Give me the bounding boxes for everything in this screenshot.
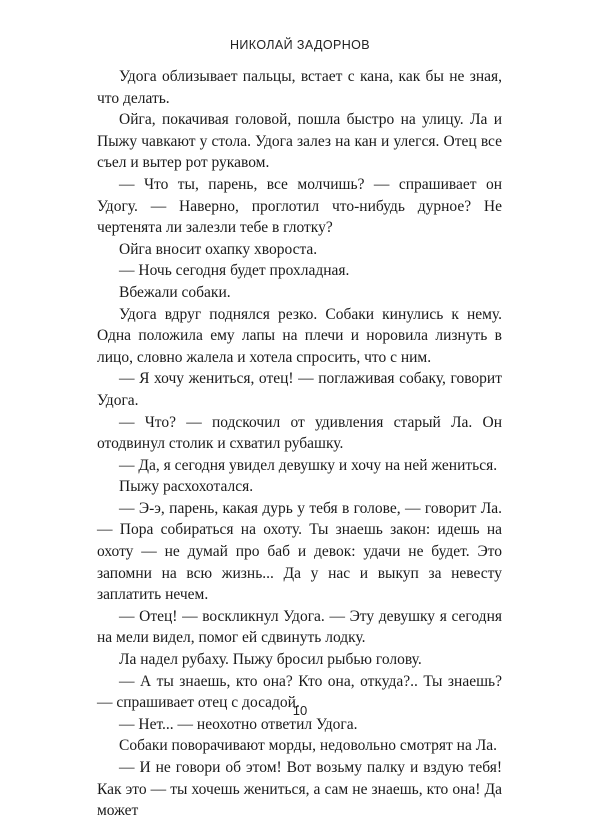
paragraph: Ойга вносит охапку хвороста. bbox=[119, 240, 318, 258]
paragraph: Пыжу расхохотался. bbox=[119, 478, 254, 496]
paragraph: — Я хочу жениться, отец! — поглаживая собаку, говорит Удога. bbox=[97, 370, 502, 409]
paragraph: — Нет... — неохотно ответил Удога. bbox=[119, 715, 358, 733]
paragraph: — А ты знаешь, кто она? Кто она, откуда?.. Ты знаешь? — спрашивает отец с досадой. bbox=[97, 672, 502, 712]
paragraph: — Да, я сегодня увидел девушку и хочу на ней жениться. bbox=[119, 456, 498, 474]
paragraph: Ойга, покачивая головой, пошла быстро на улицу. Ла и Пыжу чавкают у стола. Удога залез на кан и улегся. Отец все съел и вытер рот рукавом. bbox=[97, 111, 502, 172]
paragraph: Собаки поворачивают морды, недовольно смотрят на Ла. bbox=[119, 737, 497, 755]
paragraph: Удога вдруг поднялся резко. Собаки кинулись к нему. Одна положила ему лапы на плечи и норовила лизнуть в лицо, словно жалела и хотела спросить, что с ним. bbox=[97, 305, 502, 366]
paragraph: — Ночь сегодня будет прохладная. bbox=[119, 262, 350, 280]
running-head: НИКОЛАЙ ЗАДОРНОВ bbox=[229, 38, 371, 52]
paragraph: — Что ты, парень, все молчишь? — спрашивает он Удогу. — Наверно, проглотил что-нибудь дурное? Не чертенята ли залезли тебе в глотку? bbox=[97, 175, 502, 237]
page-number: 10 bbox=[292, 703, 308, 718]
paragraph: — Что? — подскочил от удивления старый Ла. Он отодвинул столик и схватил рубашку. bbox=[97, 413, 502, 453]
paragraph: Вбежали собаки. bbox=[119, 283, 231, 301]
paragraph: Удога облизывает пальцы, встает с кана, как бы не зная, что делать. bbox=[97, 68, 502, 107]
paragraph: — Отец! — воскликнул Удога. — Эту девушку я сегодня на мели видел, помог ей сдвинуть лодку. bbox=[97, 607, 502, 647]
paragraph: — Э-э, парень, какая дурь у тебя в голове, — говорит Ла. — Пора собираться на охоту. Ты знаешь закон: идешь на охоту — не думай про баб и девок: удачи не будет. Это запомни на всю жизнь... Да у нас и выкуп за невесту заплатить нечем. bbox=[97, 499, 502, 604]
paragraph: — И не говори об этом! Вот возьму палку и вздую тебя! Как это — ты хочешь жениться, а сам не знаешь, кто она! Да может bbox=[97, 759, 502, 820]
paragraph: Ла надел рубаху. Пыжу бросил рыбью голову. bbox=[119, 651, 422, 669]
